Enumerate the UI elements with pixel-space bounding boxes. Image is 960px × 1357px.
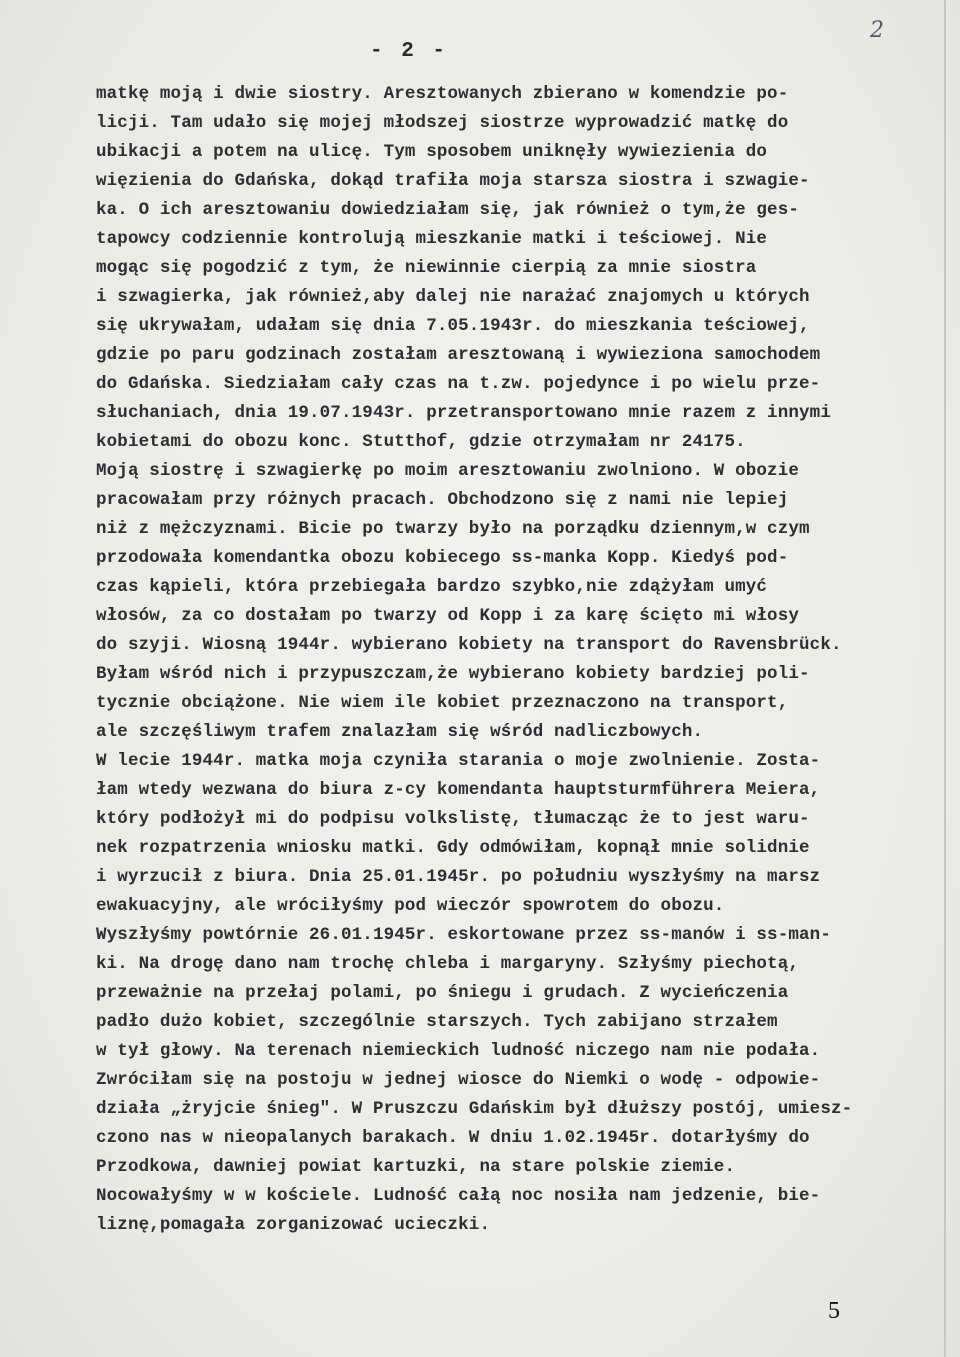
text-line: który podłożył mi do podpisu volkslistę, tłumacząc że to jest waru- <box>96 809 810 829</box>
text-line: czono nas w nieopalanych barakach. W dniu 1.02.1945r. dotarłyśmy do <box>96 1128 810 1148</box>
text-line: Moją siostrę i szwagierkę po moim aresztowaniu zwolniono. W obozie <box>96 461 800 481</box>
text-line: Nocowałyśmy w w kościele. Ludność całą noc nosiła nam jedzenie, bie- <box>96 1186 821 1206</box>
text-line: licji. Tam udało się mojej młodszej siostrze wyprowadzić matkę do <box>96 113 789 133</box>
text-line: kobietami do obozu konc. Stutthof, gdzie otrzymałam nr 24175. <box>96 432 746 452</box>
text-line: przeważnie na przełaj polami, po śniegu i grudach. Z wycieńczenia <box>96 983 789 1003</box>
text-line: łam wtedy wezwana do biura z-cy komendanta hauptsturmführera Meiera, <box>96 780 821 800</box>
text-line: ewakuacyjny, ale wróciłyśmy pod wieczór spowrotem do obozu. <box>96 896 725 916</box>
text-line: działa „żryjcie śnieg". W Pruszczu Gdańskim był dłuższy postój, umiesz- <box>96 1099 853 1119</box>
text-line: matkę moją i dwie siostry. Aresztowanych zbierano w komendzie po- <box>96 84 789 104</box>
typed-body-text <box>96 80 946 1240</box>
text-line: przodowała komendantka obozu kobiecego ss-manka Kopp. Kiedyś pod- <box>96 548 789 568</box>
text-line: więzienia do Gdańska, dokąd trafiła moja starsza siostra i szwagie- <box>96 171 810 191</box>
text-line: Zwróciłam się na postoju w jednej wiosce do Niemki o wodę - odpowie- <box>96 1070 821 1090</box>
text-line: w tył głowy. Na terenach niemieckich ludność niczego nam nie podała. <box>96 1041 821 1061</box>
text-line: do szyji. Wiosną 1944r. wybierano kobiety na transport do Ravensbrück. <box>96 635 842 655</box>
text-line: tapowcy codziennie kontrolują mieszkanie matki i teściowej. Nie <box>96 229 768 249</box>
text-line: do Gdańska. Siedziałam cały czas na t.zw. pojedynce i po wielu prze- <box>96 374 821 394</box>
text-line: ale szczęśliwym trafem znalazłam się wśród nadliczbowych. <box>96 722 704 742</box>
text-line: liznę,pomagała zorganizować ucieczki. <box>96 1215 491 1235</box>
footer-page-number: 5 <box>828 1298 840 1324</box>
text-line: ka. O ich aresztowaniu dowiedziałam się, jak również o tym,że ges- <box>96 200 800 220</box>
text-line: i szwagierka, jak również,aby dalej nie narażać znajomych u których <box>96 287 810 307</box>
text-line: padło dużo kobiet, szczególnie starszych. Tych zabijano strzałem <box>96 1012 778 1032</box>
text-line: gdzie po paru godzinach zostałam aresztowaną i wywieziona samochodem <box>96 345 821 365</box>
text-line: Przodkowa, dawniej powiat kartuzki, na stare polskie ziemie. <box>96 1157 736 1177</box>
text-line: pracowałam przy różnych pracach. Obchodzono się z nami nie lepiej <box>96 490 789 510</box>
text-line: ubikacji a potem na ulicę. Tym sposobem uniknęły wywiezienia do <box>96 142 768 162</box>
text-line: W lecie 1944r. matka moja czyniła starania o moje zwolnienie. Zosta- <box>96 751 821 771</box>
text-line: czas kąpieli, która przebiegała bardzo szybko,nie zdążyłam umyć <box>96 577 768 597</box>
text-line: mogąc się pogodzić z tym, że niewinnie cierpią za mnie siostra <box>96 258 757 278</box>
page-number-header: - 2 - <box>370 40 449 63</box>
text-line: nek rozpatrzenia wniosku matki. Gdy odmówiłam, kopnął mnie solidnie <box>96 838 810 858</box>
text-line: niż z mężczyznami. Bicie po twarzy było na porządku dziennym,w czym <box>96 519 810 539</box>
text-line: i wyrzucił z biura. Dnia 25.01.1945r. po południu wyszłyśmy na marsz <box>96 867 821 887</box>
text-line: słuchaniach, dnia 19.07.1943r. przetransportowano mnie razem z innymi <box>96 403 831 423</box>
text-line: się ukrywałam, udałam się dnia 7.05.1943r. do mieszkania teściowej, <box>96 316 810 336</box>
text-line: ki. Na drogę dano nam trochę chleba i margaryny. Szłyśmy piechotą, <box>96 954 800 974</box>
handwritten-page-mark: 2 <box>870 18 884 43</box>
text-line: włosów, za co dostałam po twarzy od Kopp i za karę ścięto mi włosy <box>96 606 800 626</box>
text-line: Byłam wśród nich i przypuszczam,że wybierano kobiety bardziej poli- <box>96 664 810 684</box>
text-line: tycznie obciążone. Nie wiem ile kobiet przeznaczono na transport, <box>96 693 789 713</box>
text-line: Wyszłyśmy powtórnie 26.01.1945r. eskortowane przez ss-manów i ss-man- <box>96 925 831 945</box>
